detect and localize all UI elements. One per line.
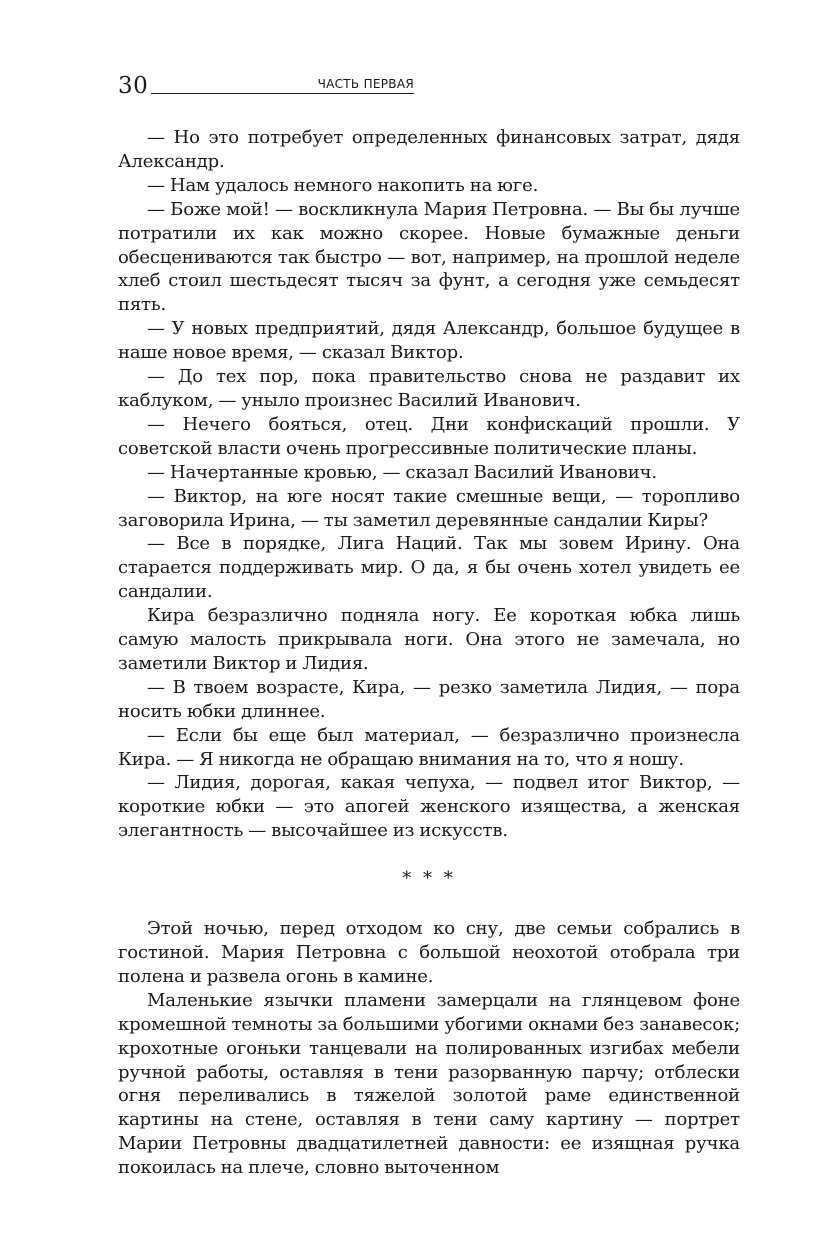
running-head: ЧАСТЬ ПЕРВАЯ xyxy=(315,77,414,91)
paragraph: — Если бы еще был материал, — безразлично произнесла Кира. — Я никогда не обращаю внимания на то, что я ношу. xyxy=(118,724,740,770)
header-rule xyxy=(151,93,414,94)
paragraph: — Боже мой! — воскликнула Мария Петровна. — Вы бы лучше потратили их как можно скорее. Новые бумажные деньги обесцениваются так быстро — вот, например, на прошлой неделе хлеб стоил шестьдесят тысяч за фунт, а сегодня уже семьдесят пять. xyxy=(118,198,740,316)
paragraph: — Нечего бояться, отец. Дни конфискаций прошли. У советской власти очень прогрессивные политические планы. xyxy=(118,413,740,459)
page-header xyxy=(118,72,414,100)
paragraph: — В твоем возрасте, Кира, — резко заметила Лидия, — пора носить юбки длиннее. xyxy=(118,676,740,722)
body-text xyxy=(118,126,740,1180)
paragraph: Кира безразлично подняла ногу. Ее короткая юбка лишь самую малость прикрывала ноги. Она этого не замечала, но заметили Виктор и Лидия. xyxy=(118,605,740,674)
section-separator: * * * xyxy=(402,868,456,890)
paragraph: Этой ночью, перед отходом ко сну, две семьи собрались в гостиной. Мария Петровна с большой неохотой отобрала три полена и развела огонь в камине. xyxy=(118,918,740,987)
page-number: 30 xyxy=(118,73,149,99)
paragraph: — Виктор, на юге носят такие смешные вещи, — торопливо заговорила Ирина, — ты заметил деревянные сандалии Киры? xyxy=(118,485,740,531)
paragraph: — Начертанные кровью, — сказал Василий Иванович. xyxy=(147,461,657,483)
paragraph: — Лидия, дорогая, какая чепуха, — подвел итог Виктор, — короткие юбки — это апогей женского изящества, а женская элегантность — высочайшее из искусств. xyxy=(118,772,740,842)
paragraph: — До тех пор, пока правительство снова не раздавит их каблуком, — уныло произнес Василий Иванович. xyxy=(118,366,740,411)
paragraph: — У новых предприятий, дядя Александр, большое будущее в наше новое время, — сказал Виктор. xyxy=(118,318,740,364)
paragraph: Маленькие язычки пламени замерцали на глянцевом фоне кромешной темноты за большими убогими окнами без занавесок; крохотные огоньки танцевали на полированных изгибах мебели ручной работы, оставляя в тени разорванную парчу; отблески огня переливались в тяжелой золотой раме единственной картины на стене, оставляя в тени саму картину — портрет Марии Петровны двадцатилетней давности: ее изящная ручка покоилась на плече, словно выточенном xyxy=(118,989,740,1179)
paragraph: — Все в порядке, Лига Наций. Так мы зовем Ирину. Она старается поддерживать мир. О да, я бы очень хотел увидеть ее сандалии. xyxy=(118,533,740,603)
paragraph: — Нам удалось немного накопить на юге. xyxy=(147,174,539,196)
paragraph: — Но это потребует определенных финансовых затрат, дядя Александр. xyxy=(118,127,740,172)
